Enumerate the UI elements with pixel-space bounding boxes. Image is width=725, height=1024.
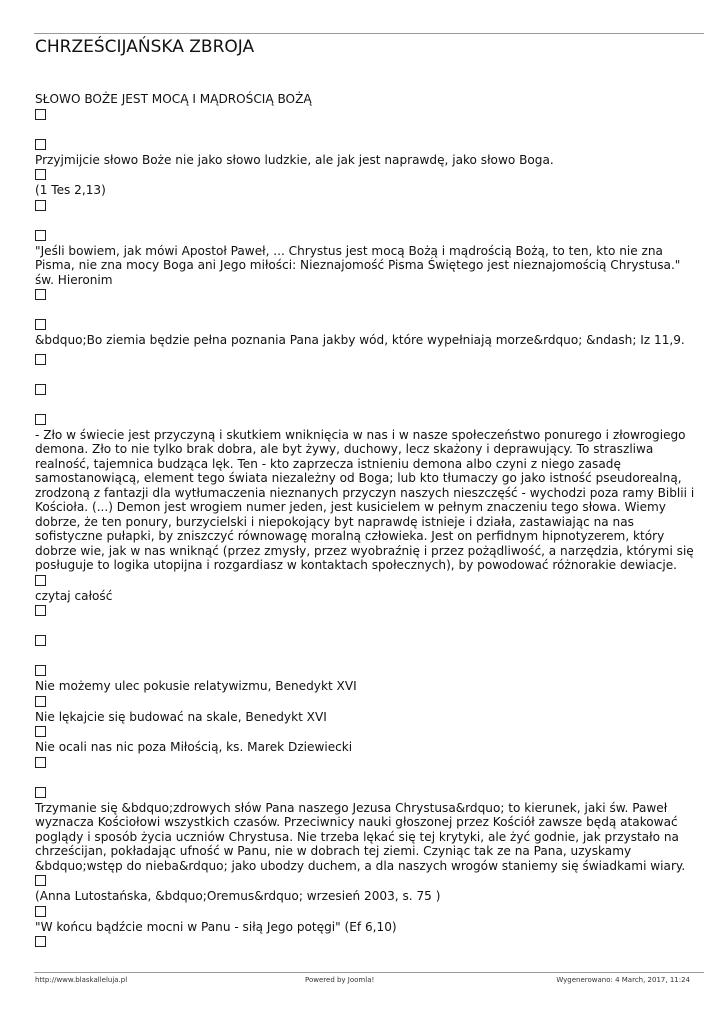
top-rule xyxy=(34,33,704,34)
missing-image-icon xyxy=(35,139,46,150)
footer-url[interactable]: http://www.blaskalleluja.pl xyxy=(35,976,128,984)
footer-generated: Wygenerowano: 4 March, 2017, 11:24 xyxy=(556,976,690,984)
footer-rule xyxy=(34,972,704,973)
quote-paragraph: &bdquo;Bo ziemia będzie pełna poznania Pana jakby wód, które wypełniają morze&rdquo; &ndash; Iz 11,9. xyxy=(35,333,685,347)
missing-image-icon xyxy=(35,414,46,425)
missing-image-icon xyxy=(35,169,46,180)
section-heading: SŁOWO BOŻE JEST MOCĄ I MĄDROŚCIĄ BOŻĄ xyxy=(35,92,312,106)
missing-image-icon xyxy=(35,906,46,917)
missing-image-icon xyxy=(35,319,46,330)
missing-image-icon xyxy=(35,354,46,365)
missing-image-icon xyxy=(35,726,46,737)
missing-image-icon xyxy=(35,696,46,707)
article-link[interactable]: Nie ocali nas nic poza Miłością, ks. Marek Dziewiecki xyxy=(35,740,353,754)
missing-image-icon xyxy=(35,665,46,676)
missing-image-icon xyxy=(35,875,46,886)
article-body xyxy=(35,82,700,950)
source-citation: (Anna Lutostańska, &bdquo;Oremus&rdquo; wrzesień 2003, s. 75 ) xyxy=(35,889,441,903)
missing-image-icon xyxy=(35,230,46,241)
missing-image-icon xyxy=(35,200,46,211)
missing-image-icon xyxy=(35,605,46,616)
body-paragraph: - Zło w świecie jest przyczyną i skutkiem wniknięcia w nas i w nasze społeczeństwo ponurego i złowrogiego demona. Zło to nie tylko brak dobra, ale byt żywy, duchowy, lecz skażony i deprawujący. To straszliwa realność, tajemnica budząca lęk. Ten - kto zaprzecza istnieniu demona albo czyni z niego zasadę samostanowiącą, element tego świata niezależny od Boga; lub kto tłumaczy go jako istność pseudorealną, zrodzoną z fantazji dla wytłumaczenia nieznanych przyczyn naszych nieszczęść - wychodzi poza ramy Biblii i Kościoła. (...) Demon jest wrogiem numer jeden, jest kusicielem w pełnym znaczeniu tego słowa. Wiemy dobrze, że ten ponury, burzycielski i niepokojący byt naprawdę istnieje i działa, zastawiając na nas sofistyczne pułapki, by zniszczyć równowagę moralną człowieka. Jest on perfidnym hipnotyzerem, który dobrze wie, jak w nas wniknąć (przez zmysły, przez wyobraźnię i przez pożądliwość, a narzędzia, którymi się posługuje to logika utopijna i rozgardiasz w kontaktach społecznych), by powodować różnorakie dewiacje. xyxy=(35,427,695,572)
missing-image-icon xyxy=(35,289,46,300)
page-title: CHRZEŚCIJAŃSKA ZBROJA xyxy=(35,37,255,57)
body-paragraph: Trzymanie się &bdquo;zdrowych słów Pana naszego Jezusa Chrystusa&rdquo; to kierunek, jaki św. Paweł wyznacza Kościołowi wszystkich czasów. Przeciwnicy nauki głoszonej przez Kościół zawsze będą atakować poglądy i sposób życia uczniów Chrystusa. Nie trzeba lękać się tej krytyki, ale żyć godnie, jak przystało na chrześcijan, pokładając ufność w Panu, nie w dobrach tej ziemi. Czyniąc tak ze na Pana, uzyskamy &bdquo;wstęp do nieba&rdquo; jako ubodzy duchem, a dla naszych wrogów staniemy się świadkami wiary. xyxy=(35,800,686,873)
footer-powered: Powered by Joomla! xyxy=(305,976,375,984)
quote-paragraph: "W końcu bądźcie mocni w Panu - siłą Jego potęgi" (Ef 6,10) xyxy=(35,919,397,934)
quote-paragraph: "Jeśli bowiem, jak mówi Apostoł Paweł, ... Chrystus jest mocą Bożą i mądrością Bożą, to ten, kto nie zna Pisma, nie zna mocy Boga ani Jego miłości: Nieznajomość Pisma Świętego jest nieznajomością Chrystusa." św. Hieronim xyxy=(35,243,681,287)
missing-image-icon xyxy=(35,787,46,798)
bible-reference: (1 Tes 2,13) xyxy=(35,183,106,197)
article-link[interactable]: Nie lękajcie się budować na skale, Benedykt XVI xyxy=(35,709,327,724)
article-link[interactable]: Nie możemy ulec pokusie relatywizmu, Benedykt XVI xyxy=(35,679,357,693)
missing-image-icon xyxy=(35,384,46,395)
quote-paragraph: Przyjmijcie słowo Boże nie jako słowo ludzkie, ale jak jest naprawdę, jako słowo Boga. xyxy=(35,152,554,167)
missing-image-icon xyxy=(35,635,46,646)
missing-image-icon xyxy=(35,757,46,768)
read-more-link[interactable]: czytaj całość xyxy=(35,588,113,603)
missing-image-icon xyxy=(35,109,46,120)
missing-image-icon xyxy=(35,936,46,947)
missing-image-icon xyxy=(35,575,46,586)
